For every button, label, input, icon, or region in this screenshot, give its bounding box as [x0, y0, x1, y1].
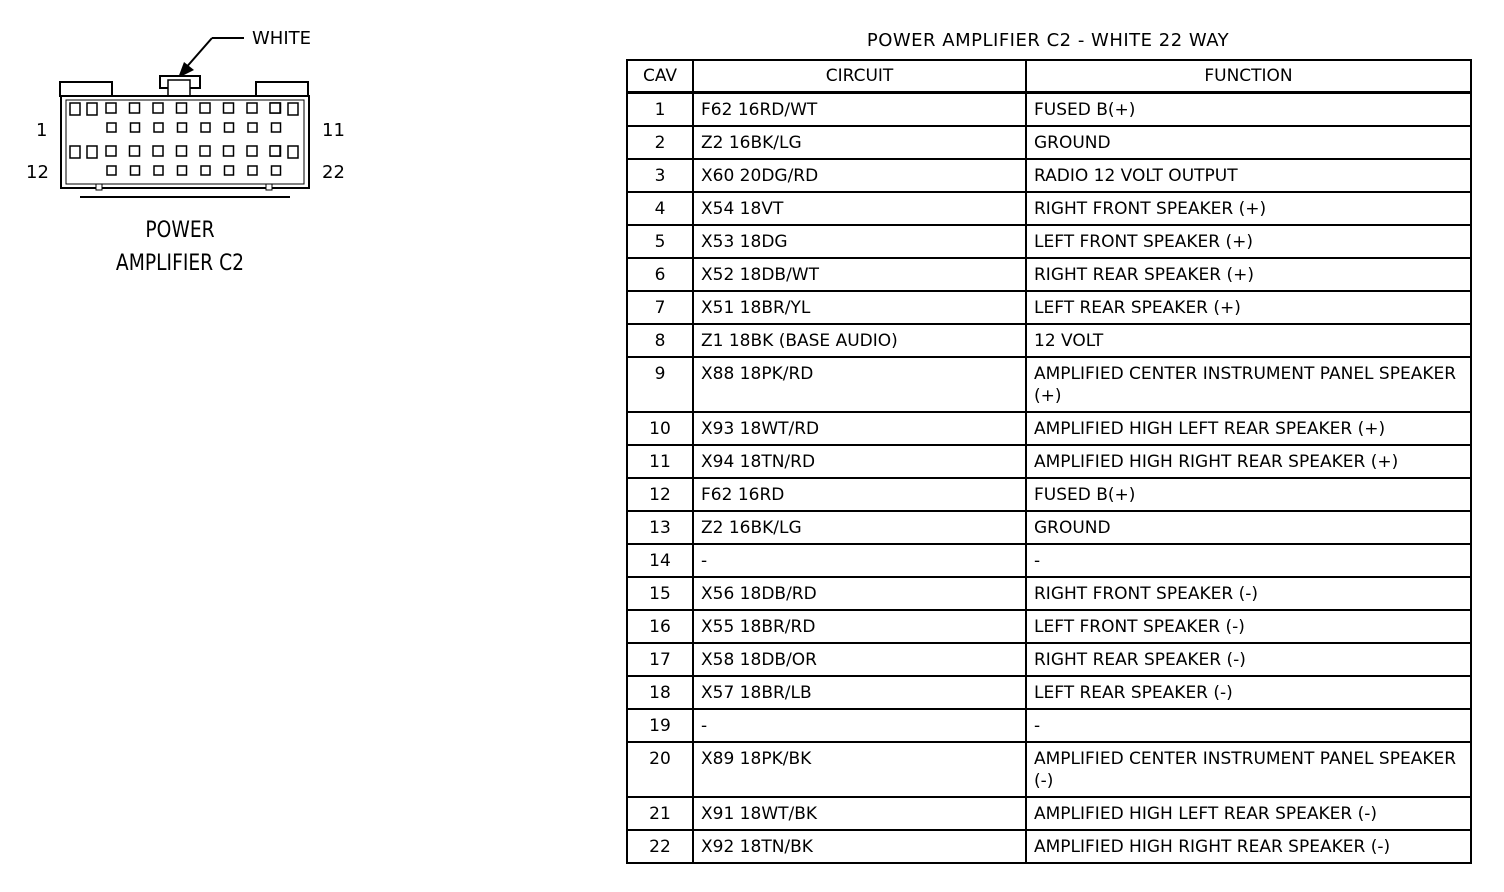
cav-cell: 10	[627, 412, 693, 445]
cavity-terminal	[154, 123, 163, 132]
circuit-cell: X89 18PK/BK	[693, 742, 1026, 797]
pin-label-11: 11	[322, 120, 345, 141]
function-cell: LEFT REAR SPEAKER (-)	[1026, 676, 1471, 709]
cavity-terminal	[87, 146, 97, 158]
circuit-cell: -	[693, 544, 1026, 577]
cavity-terminal	[130, 103, 140, 113]
circuit-cell: X53 18DG	[693, 225, 1026, 258]
circuit-cell: X55 18BR/RD	[693, 610, 1026, 643]
cavity-terminal	[247, 103, 257, 113]
cav-cell: 5	[627, 225, 693, 258]
cavity-terminal	[107, 123, 116, 132]
table-row	[627, 577, 1471, 610]
pin-label-22: 22	[322, 162, 345, 183]
cav-cell: 12	[627, 478, 693, 511]
connector-title-line2: AMPLIFIER C2	[115, 251, 245, 276]
cavity-terminal	[130, 146, 140, 156]
cavity-terminal	[288, 103, 298, 115]
cavity-terminal	[201, 123, 210, 132]
cavity-terminal	[178, 166, 187, 175]
connector-title-line1: POWER	[145, 218, 215, 243]
cavity-terminal	[270, 146, 280, 156]
header-function: FUNCTION	[1026, 60, 1471, 93]
cavity-terminal	[247, 146, 257, 156]
function-cell: RIGHT REAR SPEAKER (-)	[1026, 643, 1471, 676]
table-row	[627, 93, 1471, 127]
table-row	[627, 643, 1471, 676]
circuit-cell: X93 18WT/RD	[693, 412, 1026, 445]
circuit-cell: X56 18DB/RD	[693, 577, 1026, 610]
table-row	[627, 192, 1471, 225]
cav-cell: 20	[627, 742, 693, 797]
cavity-terminal	[178, 123, 187, 132]
table-row	[627, 225, 1471, 258]
function-cell: AMPLIFIED CENTER INSTRUMENT PANEL SPEAKER (-)	[1026, 742, 1471, 797]
table-row	[627, 258, 1471, 291]
cavity-terminal	[70, 146, 80, 158]
function-cell: 12 VOLT	[1026, 324, 1471, 357]
pin-label-12: 12	[26, 162, 49, 183]
table-header-row	[627, 60, 1471, 93]
header-cav: CAV	[627, 60, 693, 93]
connector-diagram	[0, 0, 400, 300]
pinout-table	[626, 59, 1472, 864]
cav-cell: 7	[627, 291, 693, 324]
circuit-cell: X54 18VT	[693, 192, 1026, 225]
function-cell: LEFT FRONT SPEAKER (-)	[1026, 610, 1471, 643]
circuit-cell: X60 20DG/RD	[693, 159, 1026, 192]
circuit-cell: X88 18PK/RD	[693, 357, 1026, 412]
table-row	[627, 159, 1471, 192]
function-cell: AMPLIFIED HIGH LEFT REAR SPEAKER (+)	[1026, 412, 1471, 445]
cav-cell: 3	[627, 159, 693, 192]
circuit-cell: X91 18WT/BK	[693, 797, 1026, 830]
circuit-cell: F62 16RD	[693, 478, 1026, 511]
cav-cell: 21	[627, 797, 693, 830]
function-cell: -	[1026, 709, 1471, 742]
cavity-terminal	[177, 103, 187, 113]
cavity-terminal	[288, 146, 298, 158]
cav-cell: 16	[627, 610, 693, 643]
function-cell: FUSED B(+)	[1026, 93, 1471, 127]
function-cell: GROUND	[1026, 126, 1471, 159]
function-cell: LEFT REAR SPEAKER (+)	[1026, 291, 1471, 324]
cavity-terminal	[106, 103, 116, 113]
table-row	[627, 544, 1471, 577]
circuit-cell: -	[693, 709, 1026, 742]
table-row	[627, 478, 1471, 511]
cavity-terminal	[200, 103, 210, 113]
cavity-terminal	[131, 166, 140, 175]
circuit-cell: Z1 18BK (BASE AUDIO)	[693, 324, 1026, 357]
connector-title	[104, 214, 257, 280]
cavity-terminal	[201, 166, 210, 175]
function-cell: RIGHT FRONT SPEAKER (-)	[1026, 577, 1471, 610]
header-circuit: CIRCUIT	[693, 60, 1026, 93]
table-row	[627, 610, 1471, 643]
cav-cell: 13	[627, 511, 693, 544]
function-cell: RIGHT REAR SPEAKER (+)	[1026, 258, 1471, 291]
cav-cell: 6	[627, 258, 693, 291]
circuit-cell: Z2 16BK/LG	[693, 511, 1026, 544]
circuit-cell: X57 18BR/LB	[693, 676, 1026, 709]
cav-cell: 22	[627, 830, 693, 863]
cavity-terminal	[131, 123, 140, 132]
function-cell: AMPLIFIED HIGH RIGHT REAR SPEAKER (+)	[1026, 445, 1471, 478]
circuit-cell: Z2 16BK/LG	[693, 126, 1026, 159]
cavity-terminal	[87, 103, 97, 115]
circuit-cell: X92 18TN/BK	[693, 830, 1026, 863]
circuit-cell: F62 16RD/WT	[693, 93, 1026, 127]
table-row	[627, 830, 1471, 863]
pin-label-1: 1	[36, 120, 48, 141]
circuit-cell: X94 18TN/RD	[693, 445, 1026, 478]
cav-cell: 17	[627, 643, 693, 676]
function-cell: -	[1026, 544, 1471, 577]
cav-cell: 14	[627, 544, 693, 577]
function-cell: AMPLIFIED CENTER INSTRUMENT PANEL SPEAKER (+)	[1026, 357, 1471, 412]
circuit-cell: X52 18DB/WT	[693, 258, 1026, 291]
function-cell: RIGHT FRONT SPEAKER (+)	[1026, 192, 1471, 225]
pinout-table-body	[627, 93, 1471, 864]
table-row	[627, 291, 1471, 324]
table-row	[627, 676, 1471, 709]
table-row	[627, 126, 1471, 159]
table-row	[627, 445, 1471, 478]
cav-cell: 11	[627, 445, 693, 478]
table-row	[627, 709, 1471, 742]
function-cell: AMPLIFIED HIGH LEFT REAR SPEAKER (-)	[1026, 797, 1471, 830]
cavity-terminal	[225, 123, 234, 132]
cav-cell: 18	[627, 676, 693, 709]
cavity-terminal	[107, 166, 116, 175]
cavity-terminal	[224, 146, 234, 156]
cavity-terminal	[224, 103, 234, 113]
cavity-terminal	[248, 123, 257, 132]
cavity-terminal	[200, 146, 210, 156]
function-cell: LEFT FRONT SPEAKER (+)	[1026, 225, 1471, 258]
cavity-terminal	[153, 103, 163, 113]
function-cell: RADIO 12 VOLT OUTPUT	[1026, 159, 1471, 192]
cav-cell: 9	[627, 357, 693, 412]
cavity-terminal	[272, 166, 281, 175]
cavity-terminal	[225, 166, 234, 175]
circuit-cell: X58 18DB/OR	[693, 643, 1026, 676]
cavity-terminal	[272, 123, 281, 132]
function-cell: AMPLIFIED HIGH RIGHT REAR SPEAKER (-)	[1026, 830, 1471, 863]
cav-cell: 19	[627, 709, 693, 742]
cavity-terminal	[248, 166, 257, 175]
table-row	[627, 324, 1471, 357]
cav-cell: 2	[627, 126, 693, 159]
cavity-terminal	[106, 146, 116, 156]
cavity-terminal	[154, 166, 163, 175]
cav-cell: 4	[627, 192, 693, 225]
table-row	[627, 357, 1471, 412]
cavity-terminal	[153, 146, 163, 156]
color-callout: WHITE	[252, 28, 312, 49]
table-caption: POWER AMPLIFIER C2 - WHITE 22 WAY	[866, 30, 1230, 51]
cavity-terminal	[70, 103, 80, 115]
table-row	[627, 412, 1471, 445]
cavity-terminal	[177, 146, 187, 156]
cav-cell: 15	[627, 577, 693, 610]
cav-cell: 1	[627, 93, 693, 127]
table-row	[627, 797, 1471, 830]
function-cell: FUSED B(+)	[1026, 478, 1471, 511]
cavity-terminal	[270, 103, 280, 113]
table-row	[627, 742, 1471, 797]
circuit-cell: X51 18BR/YL	[693, 291, 1026, 324]
table-row	[627, 511, 1471, 544]
cav-cell: 8	[627, 324, 693, 357]
function-cell: GROUND	[1026, 511, 1471, 544]
